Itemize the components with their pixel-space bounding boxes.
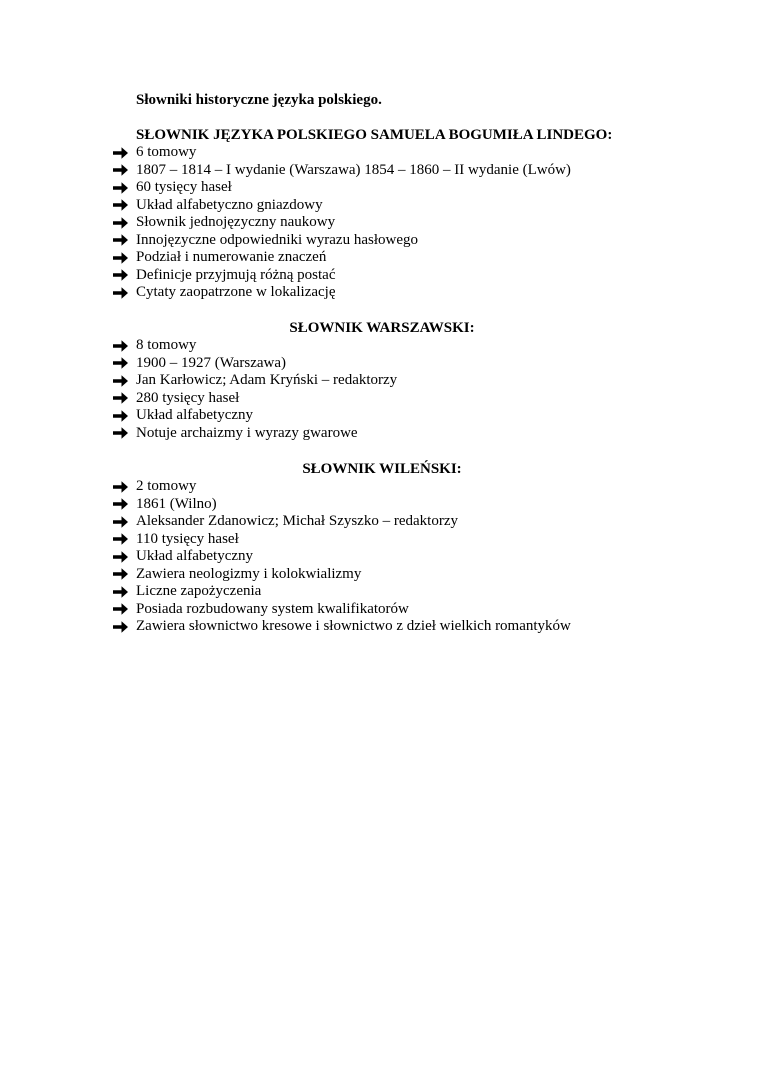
bullet-list: [112, 144, 652, 302]
list-item: [112, 618, 652, 636]
document-title: Słowniki historyczne języka polskiego.: [136, 92, 382, 108]
arrow-right-icon: [112, 198, 136, 212]
list-item: [112, 232, 652, 250]
bullet-list: [112, 478, 652, 636]
bullet-list: [112, 337, 652, 442]
list-item-text: Zawiera słownictwo kresowe i słownictwo z dzieł wielkich romantyków: [136, 618, 571, 634]
list-item: [112, 531, 652, 549]
list-item-text: 1900 – 1927 (Warszawa): [136, 354, 286, 371]
list-item: [112, 337, 652, 355]
list-item: [112, 355, 652, 373]
arrow-right-icon: [112, 286, 136, 300]
arrow-right-icon: [112, 550, 136, 564]
list-item: [112, 548, 652, 566]
arrow-right-icon: [112, 268, 136, 282]
section-warszawski: [112, 319, 652, 442]
list-item: [112, 249, 652, 267]
list-item-text: Podział i numerowanie znaczeń: [136, 249, 327, 265]
list-item-text: 1861 (Wilno): [136, 495, 217, 512]
list-item-text: Słownik jednojęzyczny naukowy: [136, 214, 336, 230]
arrow-right-icon: [112, 216, 136, 230]
list-item: [112, 425, 652, 443]
list-item-text: 280 tysięcy haseł: [136, 389, 240, 406]
arrow-right-icon: [112, 251, 136, 265]
arrow-right-icon: [112, 356, 136, 370]
arrow-right-icon: [112, 567, 136, 581]
arrow-right-icon: [112, 602, 136, 616]
arrow-right-icon: [112, 620, 136, 634]
list-item-text: Zawiera neologizmy i kolokwializmy: [136, 565, 362, 582]
list-item-text: Innojęzyczne odpowiedniki wyrazu hasłowego: [136, 231, 418, 248]
list-item: [112, 284, 652, 302]
list-item: [112, 390, 652, 408]
arrow-right-icon: [112, 391, 136, 405]
arrow-right-icon: [112, 181, 136, 195]
list-item-text: Notuje archaizmy i wyrazy gwarowe: [136, 424, 358, 441]
arrow-right-icon: [112, 515, 136, 529]
list-item-text: Posiada rozbudowany system kwalifikatorów: [136, 600, 409, 617]
list-item-text: 8 tomowy: [136, 337, 197, 353]
list-item-text: Układ alfabetyczny: [136, 407, 254, 423]
list-item-text: 60 tysięcy haseł: [136, 179, 232, 195]
list-item: [112, 407, 652, 425]
arrow-right-icon: [112, 374, 136, 388]
arrow-right-icon: [112, 532, 136, 546]
section-wilenski: [112, 460, 652, 636]
list-item-text: Liczne zapożyczenia: [136, 583, 262, 599]
arrow-right-icon: [112, 146, 136, 160]
list-item: [112, 566, 652, 584]
list-item: [112, 496, 652, 514]
list-item: [112, 162, 652, 180]
section-heading: SŁOWNIK WILEŃSKI:: [302, 461, 462, 477]
list-item: [112, 179, 652, 197]
list-item-text: Jan Karłowicz; Adam Kryński – redaktorzy: [136, 372, 398, 388]
arrow-right-icon: [112, 339, 136, 353]
arrow-right-icon: [112, 409, 136, 423]
list-item-text: 110 tysięcy haseł: [136, 530, 239, 547]
arrow-right-icon: [112, 233, 136, 247]
arrow-right-icon: [112, 480, 136, 494]
list-item-text: Układ alfabetyczno gniazdowy: [136, 196, 323, 213]
section-heading: SŁOWNIK WARSZAWSKI:: [289, 320, 475, 336]
list-item-text: Definicje przyjmują różną postać: [136, 266, 336, 283]
arrow-right-icon: [112, 585, 136, 599]
list-item-text: 6 tomowy: [136, 144, 197, 160]
list-item: [112, 197, 652, 215]
list-item: [112, 513, 652, 531]
list-item: [112, 144, 652, 162]
list-item: [112, 601, 652, 619]
arrow-right-icon: [112, 497, 136, 511]
list-item-text: Aleksander Zdanowicz; Michał Szyszko – redaktorzy: [136, 513, 458, 529]
list-item: [112, 583, 652, 601]
list-item-text: 2 tomowy: [136, 478, 197, 494]
list-item-text: Cytaty zaopatrzone w lokalizację: [136, 284, 336, 300]
list-item: [112, 478, 652, 496]
arrow-right-icon: [112, 426, 136, 440]
list-item-text: Układ alfabetyczny: [136, 548, 254, 564]
list-item: [112, 267, 652, 285]
list-item-text: 1807 – 1814 – I wydanie (Warszawa) 1854 – 1860 – II wydanie (Lwów): [136, 161, 571, 178]
list-item: [112, 214, 652, 232]
section-linde: [112, 126, 652, 302]
list-item: [112, 372, 652, 390]
arrow-right-icon: [112, 163, 136, 177]
section-heading: SŁOWNIK JĘZYKA POLSKIEGO SAMUELA BOGUMIŁA LINDEGO:: [136, 127, 613, 143]
